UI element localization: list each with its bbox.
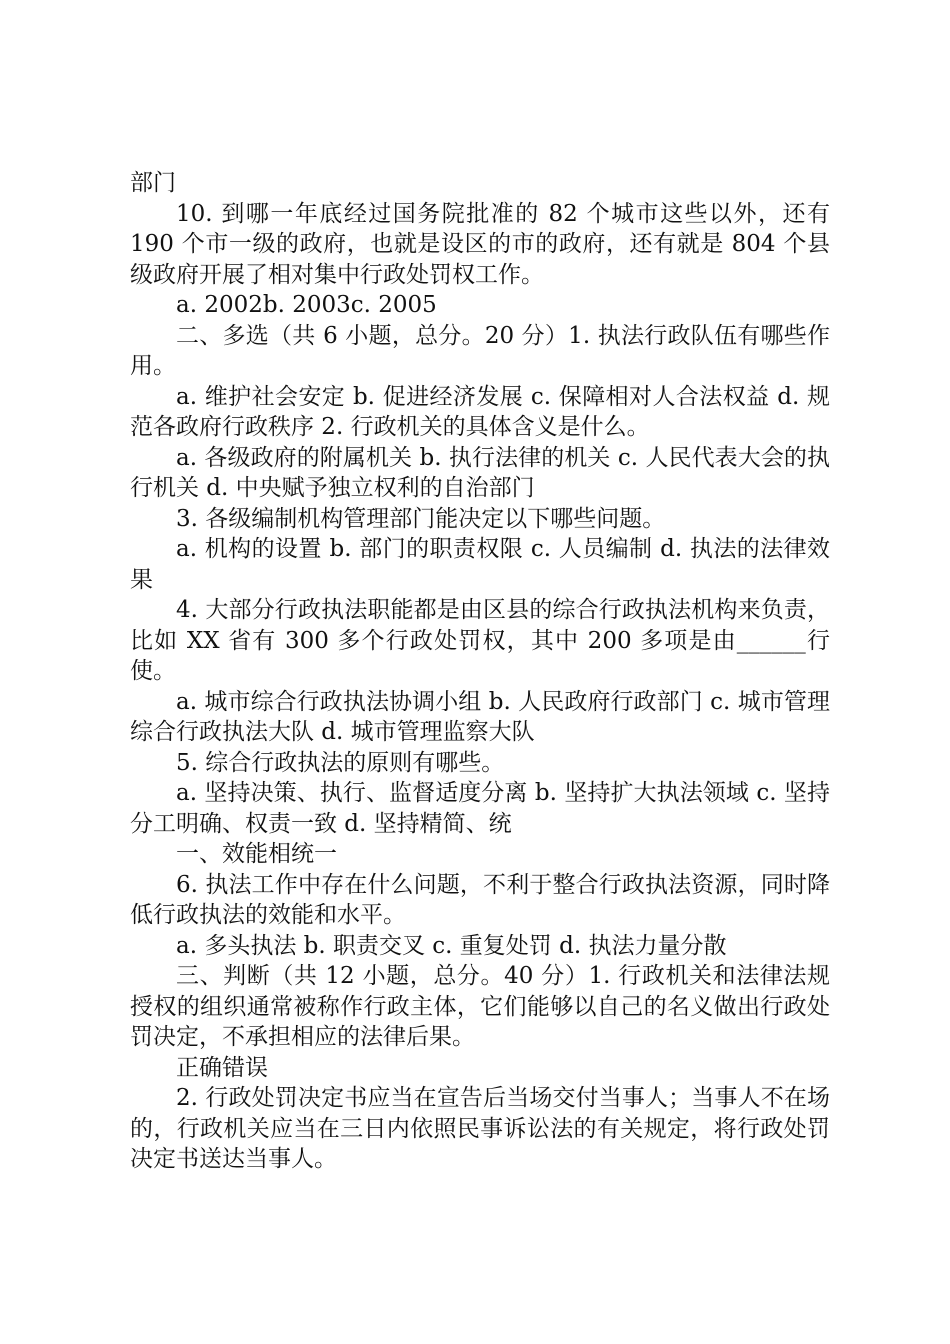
question-4-options: a. 城市综合行政执法协调小组 b. 人民政府行政部门 c. 城市管理综合行政执法大队 d. 城市管理监察大队 [130,688,830,745]
paragraph-fragment-bumen: 部门 [130,170,176,196]
question-10: 10. 到哪一年底经过国务院批准的 82 个城市这些以外，还有 190 个市一级的政府，也就是设区的市的政府，还有就是 804 个县级政府开展了相对集中行政处罚权工作。 [130,200,830,288]
true-false-q2: 2. 行政处罚决定书应当在宣告后当场交付当事人；当事人不在场的，行政机关应当在三日内依照民事诉讼法的有关规定，将行政处罚决定书送达当事人。 [130,1085,830,1172]
question-3: 3. 各级编制机构管理部门能决定以下哪些问题。 [176,505,666,532]
question-5-options-continued: 一、效能相统一 [176,841,337,867]
q1-options-and-q2: a. 维护社会安定 b. 促进经济发展 c. 保障相对人合法权益 d. 规范各政府行政秩序 2. 行政机关的具体含义是什么。 [130,383,830,440]
question-6: 6. 执法工作中存在什么问题，不利于整合行政执法资源，同时降低行政执法的效能和水平。 [130,871,830,928]
document-body [130,168,830,1175]
section-true-false-q1: 三、判断（共 12 小题，总分。40 分）1. 行政机关和法律法规授权的组织通常被称作行政主体，它们能够以自己的名义做出行政处罚决定，不承担相应的法律后果。 [130,963,830,1050]
question-10-options: a. 2002b. 2003c. 2005 [176,292,437,318]
question-6-options: a. 多头执法 b. 职责交叉 c. 重复处罚 d. 执法力量分散 [176,932,727,959]
true-false-options: 正确错误 [176,1054,268,1081]
question-2-options: a. 各级政府的附属机关 b. 执行法律的机关 c. 人民代表大会的执行机关 d. 中央赋予独立权利的自治部门 [130,444,830,501]
question-4: 4. 大部分行政执法职能都是由区县的综合行政执法机构来负责，比如 XX 省有 300 多个行政处罚权，其中 200 多项是由______行使。 [130,597,830,684]
question-5: 5. 综合行政执法的原则有哪些。 [176,749,505,776]
section-multiple-choice-q1: 二、多选（共 6 小题，总分。20 分）1. 执法行政队伍有哪些作用。 [130,322,830,379]
question-3-options: a. 机构的设置 b. 部门的职责权限 c. 人员编制 d. 执法的法律效果 [130,536,830,593]
question-5-options: a. 坚持决策、执行、监督适度分离 b. 坚持扩大执法领域 c. 坚持分工明确、权责一致 d. 坚持精简、统 [130,780,830,837]
